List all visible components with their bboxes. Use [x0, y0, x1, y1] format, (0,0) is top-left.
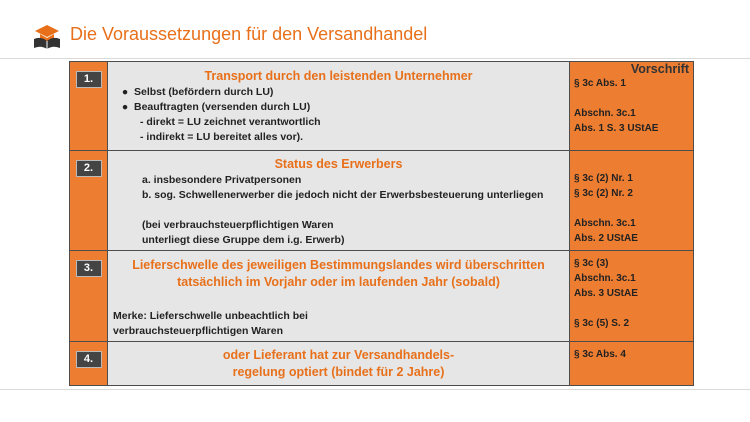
bottom-divider — [0, 389, 750, 390]
criteria-cell — [108, 151, 570, 251]
criteria-cell — [108, 251, 570, 342]
row-number-cell — [70, 251, 108, 342]
row-number-cell — [70, 151, 108, 251]
row-number-badge: 2. — [76, 160, 102, 177]
row-number-cell — [70, 62, 108, 151]
note-line: (bei verbrauchsteuerpflichtigen Waren — [142, 219, 334, 231]
reference-line: Abschn. 3c.1 — [574, 108, 636, 119]
reference-line: Abschn. 3c.1 — [574, 273, 636, 284]
reference-line: Abs. 2 UStAE — [574, 233, 638, 244]
table-row — [70, 62, 694, 151]
sub-item: - direkt = LU zeichnet verantwortlich — [140, 116, 321, 128]
note-line: verbrauchsteuerpflichtigen Waren — [113, 325, 283, 337]
note-line: unterliegt diese Gruppe dem i.g. Erwerb) — [142, 234, 345, 246]
row-heading: oder Lieferant hat zur Versandhandels- — [222, 348, 455, 362]
row-heading: regelung optiert (bindet für 2 Jahre) — [232, 365, 445, 379]
top-divider — [0, 58, 750, 59]
row-number-badge: 3. — [76, 260, 102, 277]
column-header-vorschrift: Vorschrift — [630, 62, 689, 76]
reference-cell — [570, 251, 694, 342]
reference-line: § 3c (2) Nr. 1 — [574, 173, 633, 184]
reference-line: Abschn. 3c.1 — [574, 218, 636, 229]
row-heading: Transport durch den leistenden Unternehmer — [204, 69, 473, 83]
row-heading: Status des Erwerbers — [274, 157, 403, 171]
reference-cell — [570, 62, 694, 151]
row-heading: tatsächlich im Vorjahr oder im laufenden Jahr (sobald) — [177, 275, 500, 289]
criteria-cell — [108, 62, 570, 151]
reference-line: Abs. 1 S. 3 UStAE — [574, 123, 659, 134]
row-number-cell — [70, 342, 108, 386]
table-row — [70, 151, 694, 251]
reference-line: § 3c Abs. 4 — [574, 349, 626, 360]
row-heading: Lieferschwelle des jeweiligen Bestimmungslandes wird überschritten — [132, 258, 545, 272]
reference-line: § 3c Abs. 1 — [574, 78, 626, 89]
logo-icon — [32, 22, 62, 50]
sub-item: - indirekt = LU bereitet alles vor). — [140, 131, 304, 143]
list-item: b. sog. Schwellenerwerber die jedoch nicht der Erwerbsbesteuerung unterliegen — [142, 189, 544, 201]
reference-line: § 3c (2) Nr. 2 — [574, 188, 633, 199]
row-number-badge: 1. — [76, 71, 102, 88]
criteria-cell — [108, 342, 570, 386]
note-line: Merke: Lieferschwelle unbeachtlich bei — [113, 310, 308, 322]
requirements-table — [69, 61, 694, 386]
table-row — [70, 251, 694, 342]
page-title: Die Voraussetzungen für den Versandhandel — [70, 24, 428, 44]
reference-line: § 3c (3) — [574, 258, 609, 269]
list-item: ● Beauftragten (versenden durch LU) — [121, 101, 311, 113]
list-item: ● Selbst (befördern durch LU) — [121, 86, 274, 98]
table-row — [70, 342, 694, 386]
reference-line: Abs. 3 UStAE — [574, 288, 638, 299]
list-item: a. insbesondere Privatpersonen — [142, 174, 302, 186]
reference-line: § 3c (5) S. 2 — [574, 318, 630, 329]
reference-cell — [570, 151, 694, 251]
row-number-badge: 4. — [76, 351, 102, 368]
reference-cell — [570, 342, 694, 386]
